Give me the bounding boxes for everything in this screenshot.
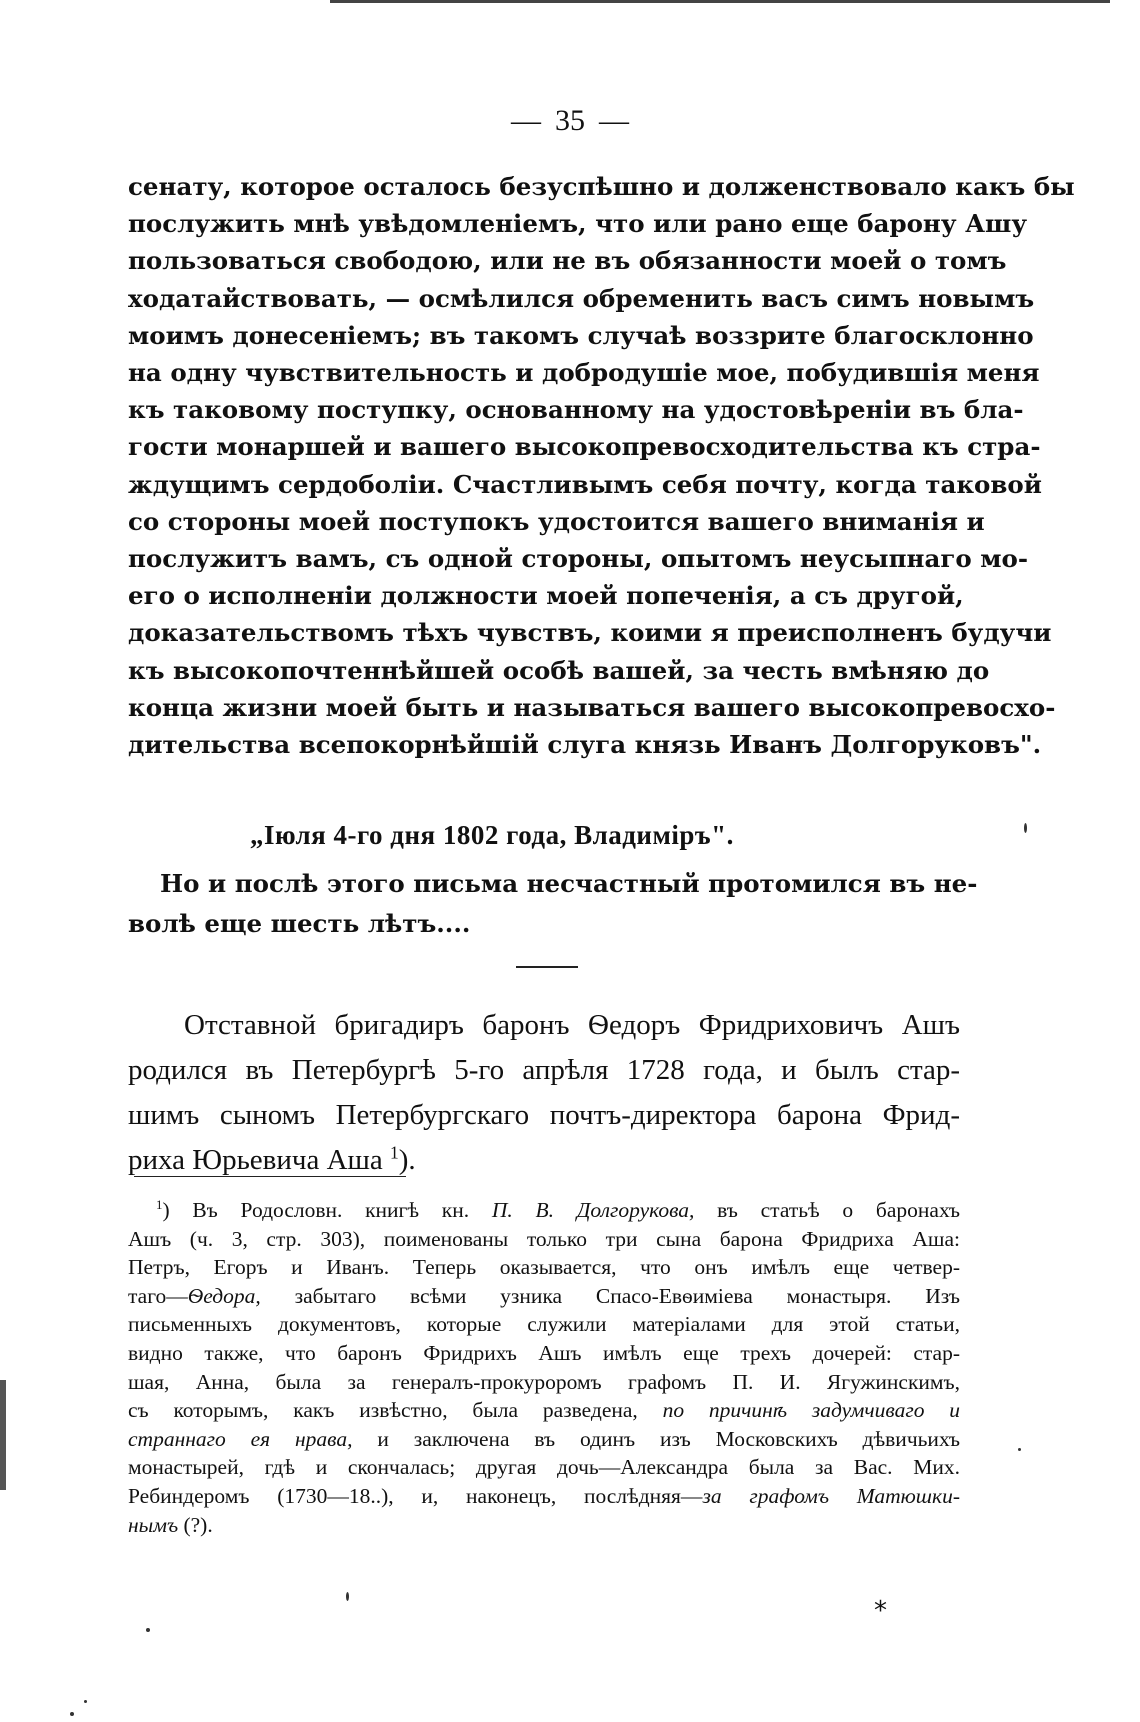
asterisk-mark: *	[874, 1596, 887, 1626]
scan-speck	[84, 1700, 87, 1703]
scan-speck	[1024, 823, 1027, 833]
footnote-italic: страннаго ея нрава,	[128, 1426, 353, 1451]
footnote-italic: за графомъ Матюшки-	[702, 1483, 960, 1508]
page-number-dash-left: —	[511, 104, 541, 137]
letter-line: къ таковому поступку, основанному на удостовѣреніи въ бла-	[128, 395, 1024, 425]
footnote-text: и заключена въ одинъ изъ Московскихъ дѣвичьихъ	[352, 1426, 960, 1451]
closing-line: Но и послѣ этого письма несчастный протомился въ не-	[160, 869, 978, 898]
footnote-text: таго—	[128, 1283, 188, 1308]
footnote-line: письменныхъ документовъ, которые служили матеріалами для этой статьи,	[128, 1312, 960, 1337]
biography-paragraph	[128, 1003, 960, 1183]
letter-date-line: „Іюля 4-го дня 1802 года, Владиміръ".	[250, 820, 734, 850]
letter-line: пользоваться свободою, или не въ обязанности моей о томъ	[128, 246, 1007, 276]
letter-line: гости монаршей и вашего высокопревосходительства къ стра-	[128, 432, 1041, 462]
closing-paragraph	[128, 864, 978, 944]
biography-line: шимъ сыномъ Петербургскаго почтъ-директора барона Фрид-	[128, 1099, 960, 1131]
footnote-line	[128, 1482, 960, 1511]
letter-line: дительства всепокорнѣйшій слуга князь Иванъ Долгоруковъ".	[128, 730, 1042, 760]
footnote-divider	[134, 1176, 406, 1177]
letter-body	[128, 168, 1075, 763]
footnote-text: въ статьѣ о баронахъ	[694, 1198, 960, 1222]
footnote	[128, 1196, 960, 1539]
letter-line: на одну чувствительность и добродушіе мое, побудившія меня	[128, 358, 1040, 388]
closing-line: волѣ еще шесть лѣтъ....	[128, 909, 471, 938]
scan-speck	[146, 1628, 150, 1632]
footnote-line: шая, Анна, была за генералъ-прокуроромъ графомъ П. И. Ягужинскимъ,	[128, 1369, 960, 1394]
footnote-text: забытаго всѣми узника Спасо-Евѳиміева монастыря. Изъ	[260, 1283, 960, 1308]
footnote-line	[128, 1511, 960, 1540]
biography-last-line-text: риха Юрьевича Аша	[128, 1144, 390, 1176]
letter-line: послужитъ вамъ, съ одной стороны, опытомъ неусыпнаго мо-	[128, 544, 1029, 574]
biography-line: родился въ Петербургѣ 5-го апрѣля 1728 года, и былъ стар-	[128, 1054, 960, 1086]
footnote-italic: Ѳедора,	[187, 1283, 261, 1308]
scan-speck	[70, 1712, 74, 1716]
biography-last-line-tail: ).	[398, 1144, 416, 1176]
top-edge-rule	[330, 0, 1110, 3]
footnote-italic: П. В. Долгорукова,	[491, 1198, 695, 1222]
footnote-text: (?).	[178, 1512, 213, 1537]
footnote-line: монастырей, гдѣ и скончалась; другая дочь—Александра была за Вас. Мих.	[128, 1455, 960, 1480]
biography-line: Отставной бригадиръ баронъ Ѳедоръ Фридриховичъ Ашъ	[184, 1009, 960, 1041]
page-number	[0, 104, 1140, 138]
footnote-text: Ребиндеромъ (1730—18..), и, наконецъ, послѣдняя—	[128, 1483, 703, 1508]
footnote-text: ) Въ Родословн. книгѣ кн.	[162, 1198, 492, 1222]
letter-line: ходатайствовать, — осмѣлился обременить васъ симъ новымъ	[128, 283, 1035, 313]
letter-line: ждущимъ сердоболіи. Счастливымъ себя почту, когда таковой	[128, 469, 1042, 499]
letter-line: его о исполненіи должности моей попеченія, а съ другой,	[128, 581, 964, 611]
footnote-marker: 1	[156, 1197, 163, 1212]
page-number-value: 35	[555, 104, 585, 137]
footnote-text: съ которымъ, какъ извѣстно, была разведена,	[128, 1398, 663, 1423]
footnote-italic: нымъ	[128, 1512, 179, 1537]
footnote-line	[128, 1396, 960, 1425]
footnote-reference[interactable]: 1	[389, 1142, 399, 1163]
footnote-line: видно также, что баронъ Фридрихъ Ашъ имѣлъ еще трехъ дочерей: стар-	[128, 1340, 960, 1365]
scan-speck	[1018, 1448, 1021, 1451]
footnote-line	[128, 1425, 960, 1454]
scan-speck	[346, 1592, 349, 1601]
letter-line: со стороны моей поступокъ удостоится вашего вниманія и	[128, 506, 985, 536]
letter-line: конца жизни моей быть и называться вашего высокопревосхо-	[128, 692, 1056, 722]
scan-edge-shadow	[0, 1380, 6, 1490]
footnote-line	[128, 1196, 960, 1225]
section-divider	[516, 966, 578, 968]
footnote-line	[128, 1282, 960, 1311]
letter-line: къ высокопочтеннѣйшей особѣ вашей, за честь вмѣняю до	[128, 655, 990, 685]
letter-line: моимъ донесеніемъ; въ такомъ случаѣ воззрите благосклонно	[128, 320, 1034, 350]
footnote-italic: по причинѣ задумчиваго и	[662, 1398, 960, 1423]
letter-line: послужить мнѣ увѣдомленіемъ, что или рано еще барону Ашу	[128, 209, 1028, 239]
footnote-line: Ашъ (ч. 3, стр. 303), поименованы только три сына барона Фридриха Аша:	[128, 1226, 960, 1251]
footnote-line: Петръ, Егоръ и Иванъ. Теперь оказывается, что онъ имѣлъ еще четвер-	[128, 1255, 960, 1280]
page-number-dash-right: —	[599, 104, 629, 137]
letter-line: сенату, которое осталось безуспѣшно и долженствовало какъ бы	[128, 172, 1075, 201]
letter-line: доказательствомъ тѣхъ чувствъ, коими я преисполненъ будучи	[128, 618, 1052, 648]
